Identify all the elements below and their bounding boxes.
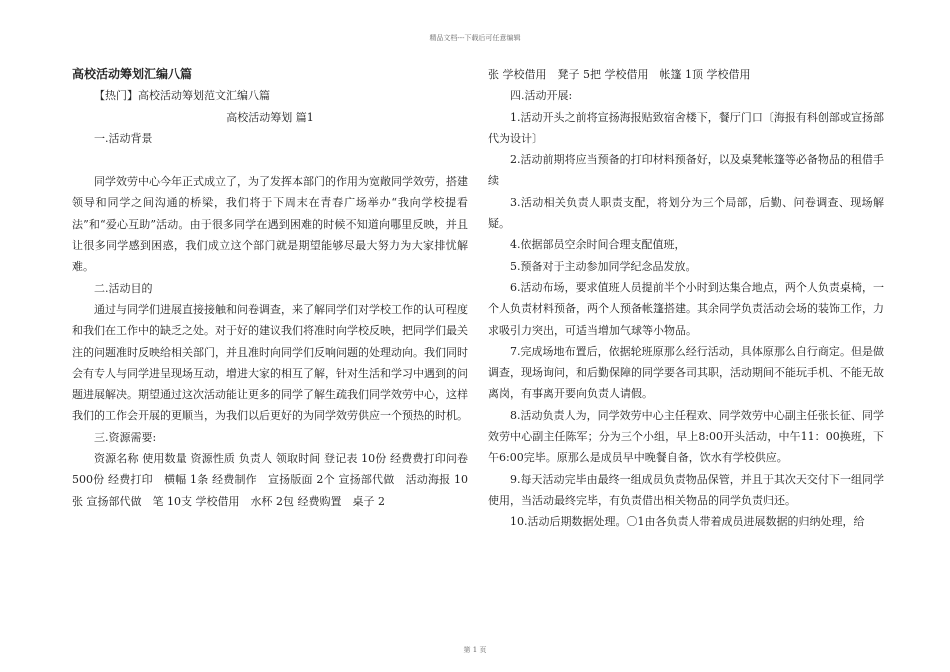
paragraph: 张 学校借用 凳子 5把 学校借用 帐篷 1顶 学校借用 [488,68,751,81]
paragraph: 一.活动背景 [94,131,153,145]
document-title: 高校活动筹划汇编八篇 [72,67,193,81]
paragraph: 7.完成场地布置后，依据轮班原那么经行活动，具体原那么自行商定。但是做调查，现场询问，和后勤保障的同学要各司其职，活动期间不能玩手机、不能无故离岗，有事离开要向负责人请假。 [488,344,884,401]
paragraph: 3.活动相关负责人职责支配，将划分为三个局部，后勤、问卷调查、现场解疑。 [488,195,884,231]
paragraph: 10.活动后期数据处理。〇1由各负责人带着成员进展数据的归纳处理，给 [510,515,865,529]
page-footer: 第 1 页 [463,646,487,654]
paragraph: 9.每天活动完毕由最终一组成员负责物品保管，并且于其次天交付下一组同学使用，当活动最终完毕，有负责借出相关物品的同学负责归还。 [488,472,884,507]
right-body [488,64,884,533]
paragraph: 【热门】高校活动筹划范文汇编八篇 [94,89,270,103]
paragraph: 高校活动筹划 篇1 [226,110,314,124]
paragraph: 通过与同学们进展直接接触和问卷调查，来了解同学们对学校工作的认可程度和我们在工作中的缺乏之处。对于好的建议我们将准时向学校反映，把同学们最关注的问题准时反映给相关部门，并且准时向同学们反响问题的处理动向。我们同时会有专人与同学进呈现场互动，增进大家的相互了解，针对生活和学习中遇到的问题进展解决。期望通过这次活动能让更多的同学了解生疏我们同学效劳中心，这样我们的工作会开展的更顺当，为我们以后更好的为同学效劳供应一个预热的时机。 [72,302,468,423]
paragraph: 资源名称 使用数量 资源性质 负责人 领取时间 登记表 10份 经费费打印问卷 500份 经费打印 横幅 1条 经费制作 宣扬版面 2个 宣扬部代做 活动海报 10张 宣扬部代做 笔 10支 学校借用 水杯 2包 经费购置 桌子 2 [72,452,468,508]
paragraph: 1.活动开头之前将宣扬海报贴致宿舍楼下，餐厅门口〔海报有科创部或宣扬部代为设计〕 [488,110,884,145]
left-body [72,85,468,512]
paragraph: 2.活动前期将应当预备的打印材料预备好，以及桌凳帐篷等必备物品的租借手续 [488,153,884,188]
paragraph: 6.活动布场，要求值班人员提前半个小时到达集合地点，两个人负责桌椅，一个人负责材料预备，两个人预备帐篷搭建。其余同学负责活动会场的装饰工作，力求吸引力突出，可适当增加气球等小物品。 [488,280,884,337]
left-column [72,64,468,512]
paragraph: 二.活动目的 [94,281,153,295]
paragraph: 5.预备对于主动参加同学纪念品发放。 [510,259,697,273]
right-column [488,64,884,533]
page-header: 精品文档---下载后可任意编辑 [429,34,521,42]
spacer [72,149,468,171]
paragraph: 同学效劳中心今年正式成立了，为了发挥本部门的作用为宽敞同学效劳，搭建领导和同学之间沟通的桥梁，我们将于下周末在青春广场举办“我向学校提看法”和“爱心互助”活动。由于很多同学在遇到困难的时候不知道向哪里反映，并且让很多同学感到困惑，我们成立这个部门就是期望能够尽最大努力为大家排忧解难。 [72,175,468,274]
paragraph: 三.资源需要: [94,430,157,444]
paragraph: 8.活动负责人为，同学效劳中心主任程欢、同学效劳中心副主任张长征、同学效劳中心副主任陈军；分为三个小组，早上8:00开头活动，中午11：00换班，下午6:00完毕。原那么是成员早中晚餐自备，饮水有学校供应。 [488,408,884,465]
paragraph: 四.活动开展: [510,89,573,103]
paragraph: 4.依据部员空余时间合理支配值班， [510,238,686,252]
